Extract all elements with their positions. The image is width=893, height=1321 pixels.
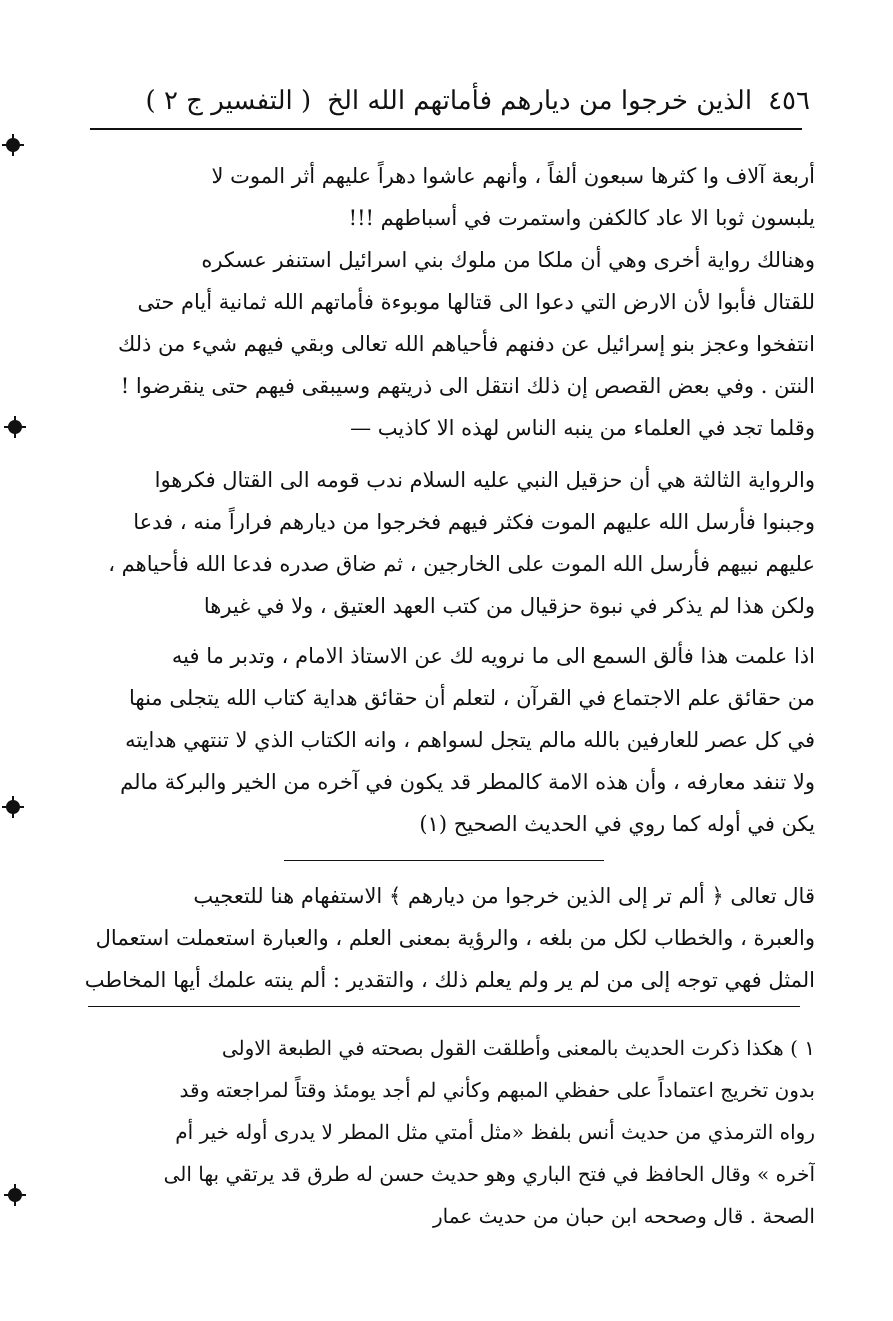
body-line: للقتال فأبوا لأن الارض التي دعوا الى قتالها موبوءة فأماتهم الله ثمانية أيام حتى [137,290,815,314]
binding-mark-icon [8,420,22,434]
binding-mark-icon [8,1188,22,1202]
body-line: وقلما تجد في العلماء من ينبه الناس لهذه الا كاذيب — [350,416,815,440]
commentary-line: والعبرة ، والخطاب لكل من بلغه ، والرؤية بمعنى العلم ، والعبارة استعملت استعمال [95,926,815,950]
commentary-line: قال تعالى ﴿ ألم تر إلى الذين خرجوا من ديارهم ﴾ الاستفهام هنا للتعجيب [193,884,815,908]
footnote-line: رواه الترمذي من حديث أنس بلفظ «مثل أمتي مثل المطر لا يدرى أوله خير أم [175,1120,815,1144]
footnote-line: الصحة . قال وصححه ابن حبان من حديث عمار [433,1204,815,1228]
footnote-line: ١ ) هكذا ذكرت الحديث بالمعنى وأطلقت القول بصحته في الطبعة الاولى [221,1036,815,1060]
page-number: ٤٥٦ [768,86,810,116]
body-line: انتفخوا وعجز بنو إسرائيل عن دفنهم فأحياهم الله تعالى وبقي فيهم شيء من ذلك [117,332,815,356]
body-line: ولكن هذا لم يذكر في نبوة حزقيال من كتب العهد العتيق ، ولا في غيرها [203,594,815,618]
binding-mark-icon [6,800,20,814]
binding-mark-icon [6,138,20,152]
body-line: وجبنوا فأرسل الله عليهم الموت فكثر فيهم فخرجوا من ديارهم فراراً منه ، فدعا [133,510,815,534]
section-divider [284,860,604,861]
body-line: يكن في أوله كما روي في الحديث الصحيح (١) [419,812,815,836]
body-line: اذا علمت هذا فألق السمع الى ما نرويه لك عن الاستاذ الامام ، وتدبر ما فيه [171,644,815,668]
body-line: يلبسون ثوبا الا عاد كالكفن واستمرت في أسباطهم !!! [348,206,815,230]
body-line: ولا تنفد معارفه ، وأن هذه الامة كالمطر قد يكون في آخره من الخير والبركة مالم [120,770,815,794]
body-line: من حقائق علم الاجتماع في القرآن ، لتعلم أن حقائق هداية كتاب الله يتجلى منها [129,686,815,710]
body-line: النتن . وفي بعض القصص إن ذلك انتقل الى ذريتهم وسيبقى فيهم حتى ينقرضوا ! [120,374,815,398]
body-line: عليهم نبيهم فأرسل الله الموت على الخارجين ، ثم ضاق صدره فدعا الله فأحياهم ، [108,552,815,576]
footnote-divider [88,1006,800,1007]
body-line: أربعة آلاف وا كثرها سبعون ألفاً ، وأنهم عاشوا دهراً عليهم أثر الموت لا [211,164,815,188]
running-title: الذين خرجوا من ديارهم فأماتهم الله الخ [327,86,753,116]
page-header [90,78,810,124]
header-rule [90,128,802,130]
commentary-line: المثل فهي توجه إلى من لم ير ولم يعلم ذلك ، والتقدير : ألم ينته علمك أيها المخاطب [84,968,815,992]
body-line: والرواية الثالثة هي أن حزقيل النبي عليه السلام ندب قومه الى القتال فكرهوا [154,468,815,492]
section-label: ( التفسير ج ٢ ) [145,86,312,116]
body-line: في كل عصر للعارفين بالله مالم يتجل لسواهم ، وانه الكتاب الذي لا تنتهي هدايته [125,728,815,752]
body-line: وهنالك رواية أخرى وهي أن ملكا من ملوك بني اسرائيل استنفر عسكره [201,248,815,272]
footnote-line: آخره » وقال الحافظ في فتح الباري وهو حديث حسن له طرق قد يرتقي بها الى [163,1162,815,1186]
footnote-line: بدون تخريج اعتماداً على حفظي المبهم وكأني لم أجد يومئذ وقتاً لمراجعته وقد [179,1078,815,1102]
